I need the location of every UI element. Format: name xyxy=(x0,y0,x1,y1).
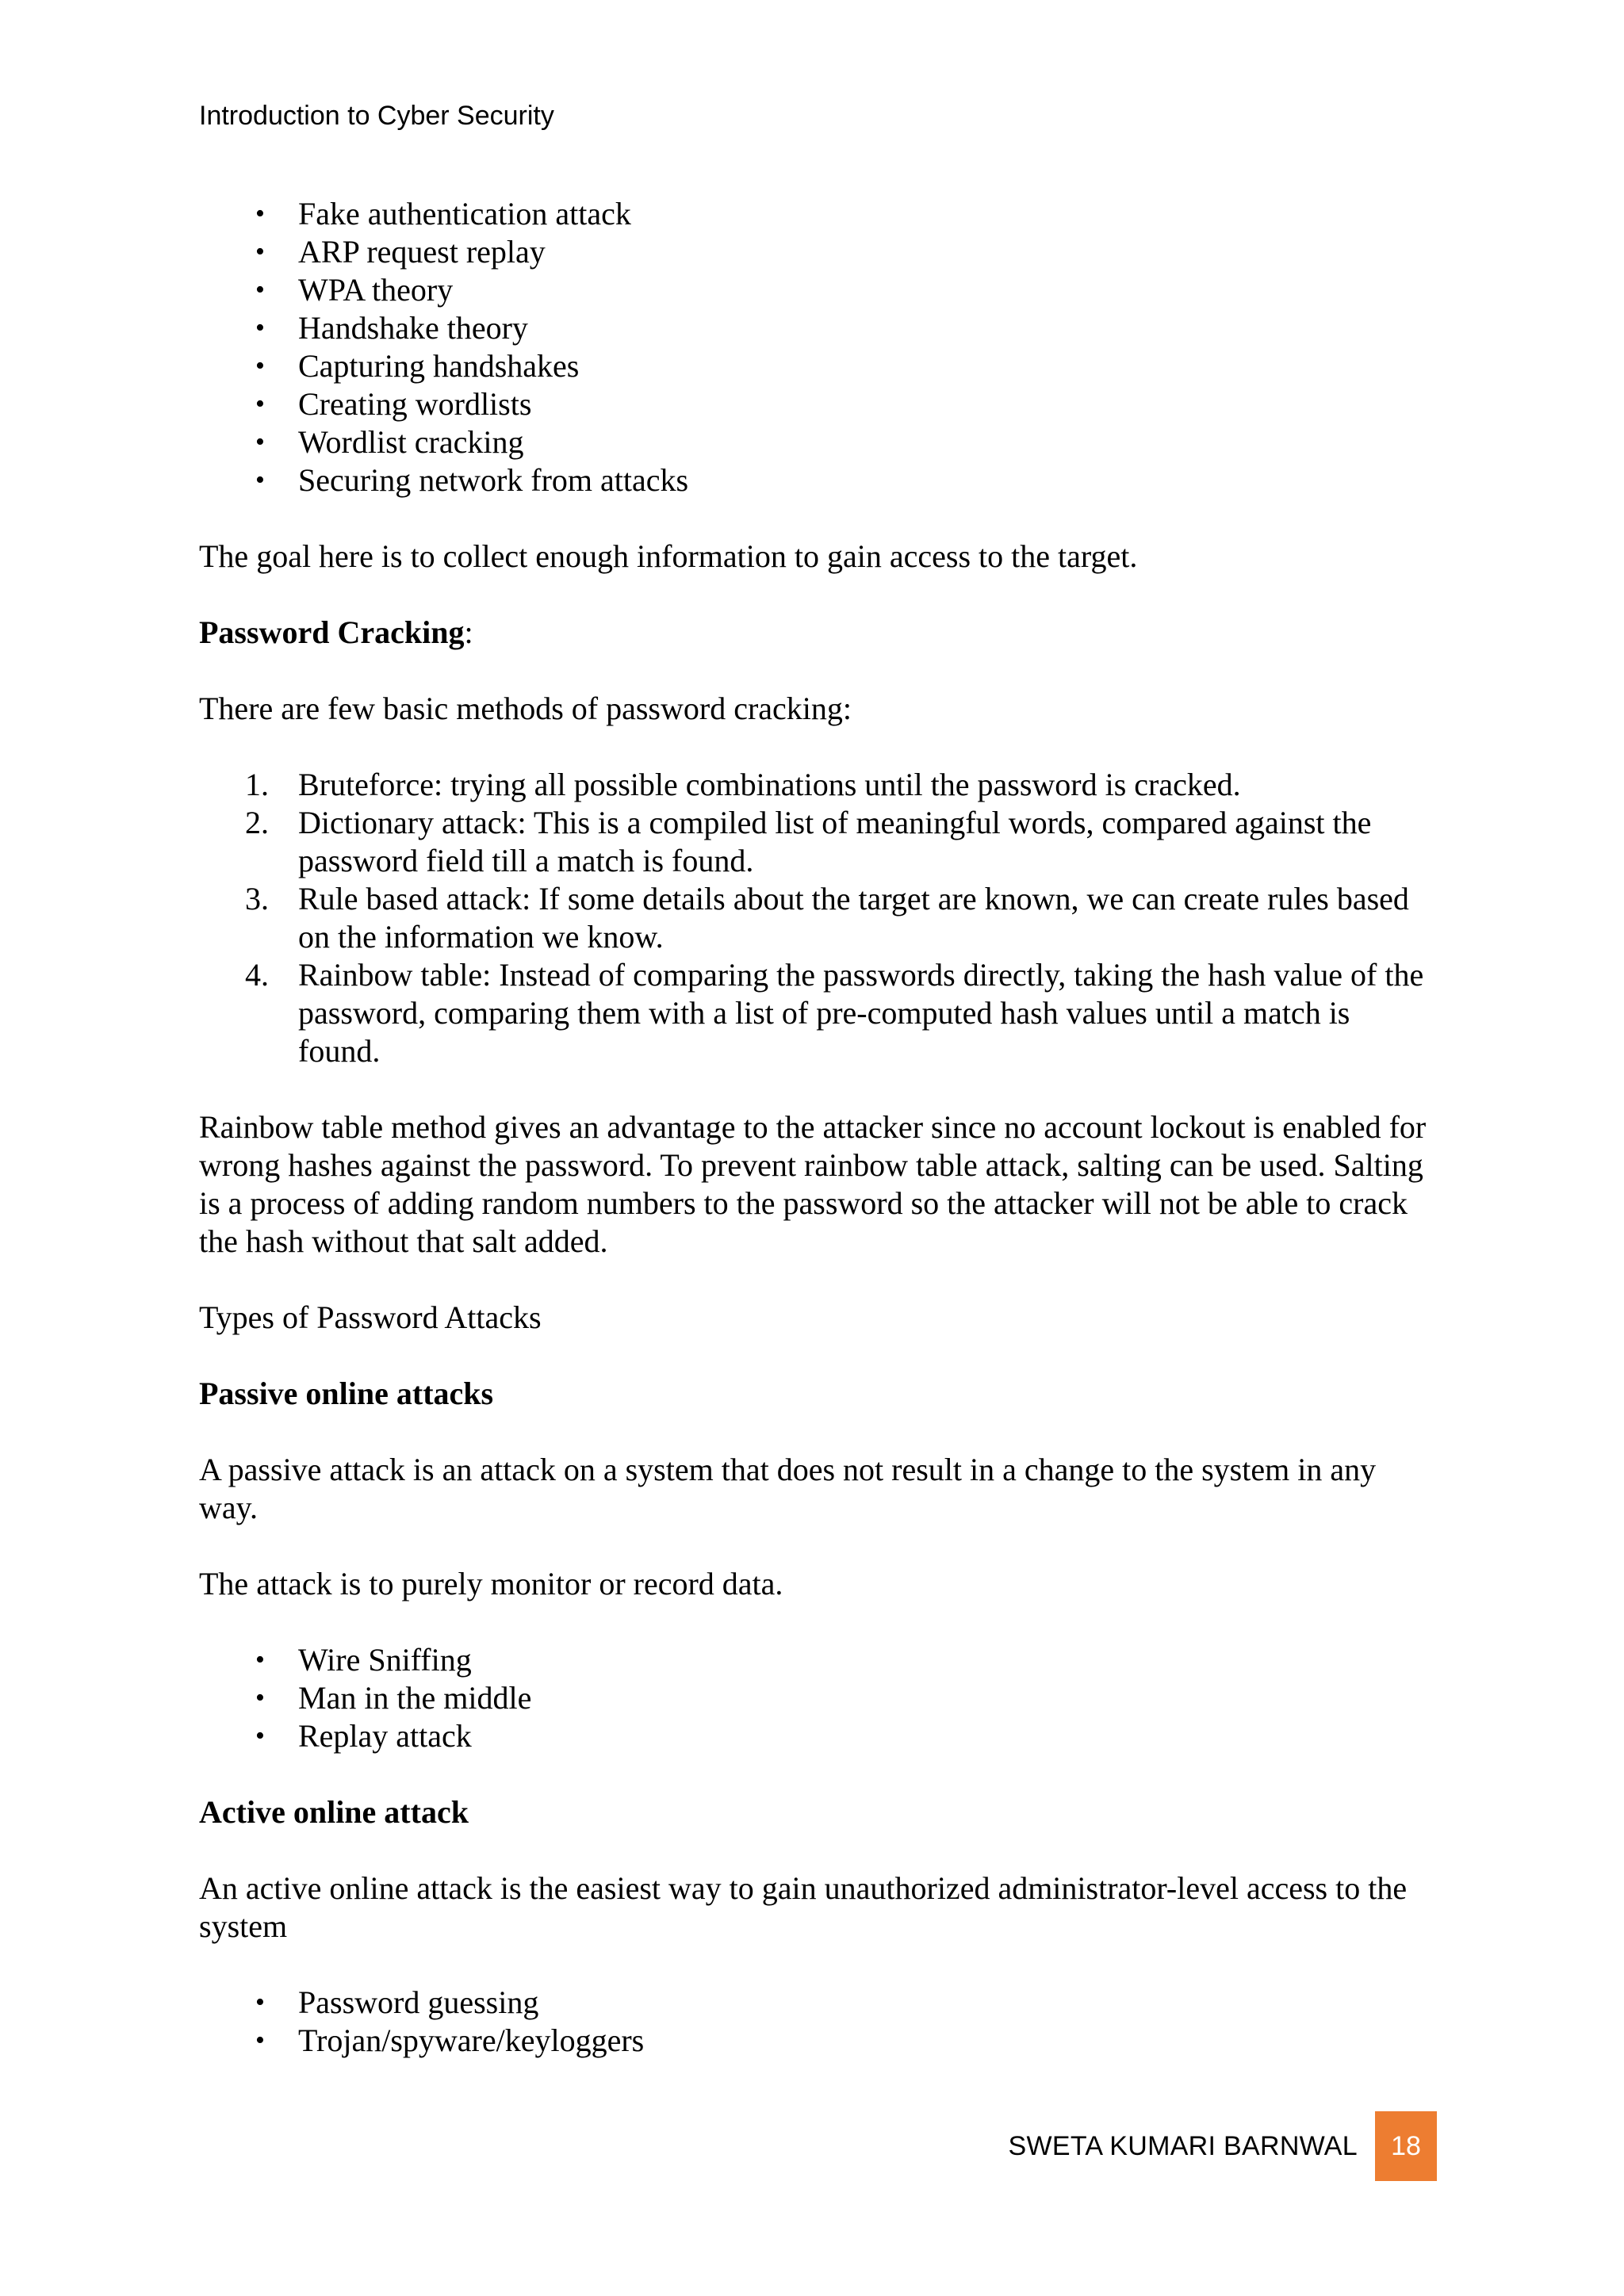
bullet-icon: • xyxy=(255,351,265,381)
list-item xyxy=(199,233,1436,271)
list-item-text: Rainbow table: Instead of comparing the passwords directly, taking the hash value of the password, comparing them with a list of pre-computed hash values until a match is found. xyxy=(298,957,1424,1069)
bullet-icon: • xyxy=(255,1988,265,2017)
list-item xyxy=(199,385,1436,423)
list-item xyxy=(199,1641,1436,1679)
bullet-icon: • xyxy=(255,237,265,266)
list-item-text: Bruteforce: trying all possible combinations until the password is cracked. xyxy=(298,767,1241,802)
page-footer xyxy=(1009,2111,1438,2181)
list-item xyxy=(199,804,1436,880)
list-item-text: ARP request replay xyxy=(298,234,546,270)
list-item-text: Fake authentication attack xyxy=(298,196,631,232)
list-item-text: Wordlist cracking xyxy=(298,424,524,460)
bullet-icon: • xyxy=(255,427,265,457)
list-item-text: Rule based attack: If some details about the target are known, we can create rules based on the information we know. xyxy=(298,881,1409,955)
footer-author: SWETA KUMARI BARNWAL xyxy=(1008,2130,1358,2161)
list-item-text: Handshake theory xyxy=(298,310,528,346)
methods-intro: There are few basic methods of password cracking: xyxy=(199,691,852,726)
bullet-icon: • xyxy=(255,1683,265,1712)
list-item xyxy=(199,766,1436,804)
list-number: 3. xyxy=(245,881,269,916)
running-header: Introduction to Cyber Security xyxy=(199,101,554,131)
heading-colon: : xyxy=(464,614,473,650)
passive-heading: Passive online attacks xyxy=(199,1376,494,1411)
list-number: 2. xyxy=(245,805,269,840)
list-item xyxy=(199,461,1436,499)
list-item xyxy=(199,195,1436,233)
list-item-text: Wire Sniffing xyxy=(298,1642,472,1678)
list-item-text: Man in the middle xyxy=(298,1680,532,1716)
list-item xyxy=(199,2022,1436,2060)
rainbow-paragraph: Rainbow table method gives an advantage to the attacker since no account lockout is enabled for wrong hashes against the password. To prevent rainbow table attack, salting can be used. Salting is a process of adding random numbers to the password so the attacker will not be able to crack the hash without that salt added. xyxy=(199,1109,1427,1259)
list-item-text: Trojan/spyware/keyloggers xyxy=(298,2022,645,2058)
list-item-text: Password guessing xyxy=(298,1984,539,2020)
passive-bullet-list xyxy=(199,1641,1436,1755)
page-content xyxy=(199,195,1436,2060)
list-number: 1. xyxy=(245,767,269,802)
active-bullet-list xyxy=(199,1984,1436,2060)
bullet-icon: • xyxy=(255,2026,265,2055)
password-cracking-heading xyxy=(199,614,1436,652)
password-cracking-heading-text: Password Cracking xyxy=(199,614,465,650)
methods-numbered-list xyxy=(199,766,1436,1070)
topic-bullet-list xyxy=(199,195,1436,499)
list-item xyxy=(199,423,1436,461)
bullet-icon: • xyxy=(255,1721,265,1751)
bullet-icon: • xyxy=(255,199,265,228)
list-item-text: WPA theory xyxy=(298,272,454,308)
goal-paragraph: The goal here is to collect enough information to gain access to the target. xyxy=(199,538,1138,574)
bullet-icon: • xyxy=(255,313,265,342)
list-item xyxy=(199,309,1436,347)
list-item-text: Replay attack xyxy=(298,1718,472,1754)
passive-paragraph: A passive attack is an attack on a system that does not result in a change to the system in any way. xyxy=(199,1452,1377,1525)
bullet-icon: • xyxy=(255,275,265,304)
list-number: 4. xyxy=(245,957,269,993)
list-item xyxy=(199,1679,1436,1717)
list-item xyxy=(199,956,1436,1070)
list-item xyxy=(199,347,1436,385)
list-item-text: Dictionary attack: This is a compiled list of meaningful words, compared against the password field till a match is found. xyxy=(298,805,1372,878)
types-heading: Types of Password Attacks xyxy=(199,1299,542,1335)
list-item-text: Securing network from attacks xyxy=(298,462,689,498)
list-item-text: Creating wordlists xyxy=(298,386,532,422)
active-heading: Active online attack xyxy=(199,1794,469,1830)
bullet-icon: • xyxy=(255,389,265,419)
passive-paragraph-2: The attack is to purely monitor or record data. xyxy=(199,1566,783,1601)
list-item xyxy=(199,880,1436,956)
list-item xyxy=(199,1984,1436,2022)
bullet-icon: • xyxy=(255,465,265,495)
list-item-text: Capturing handshakes xyxy=(298,348,580,384)
bullet-icon: • xyxy=(255,1645,265,1674)
page-number-badge: 18 xyxy=(1375,2111,1437,2181)
list-item xyxy=(199,271,1436,309)
list-item xyxy=(199,1717,1436,1755)
active-paragraph: An active online attack is the easiest way to gain unauthorized administrator-level access to the system xyxy=(199,1870,1408,1944)
